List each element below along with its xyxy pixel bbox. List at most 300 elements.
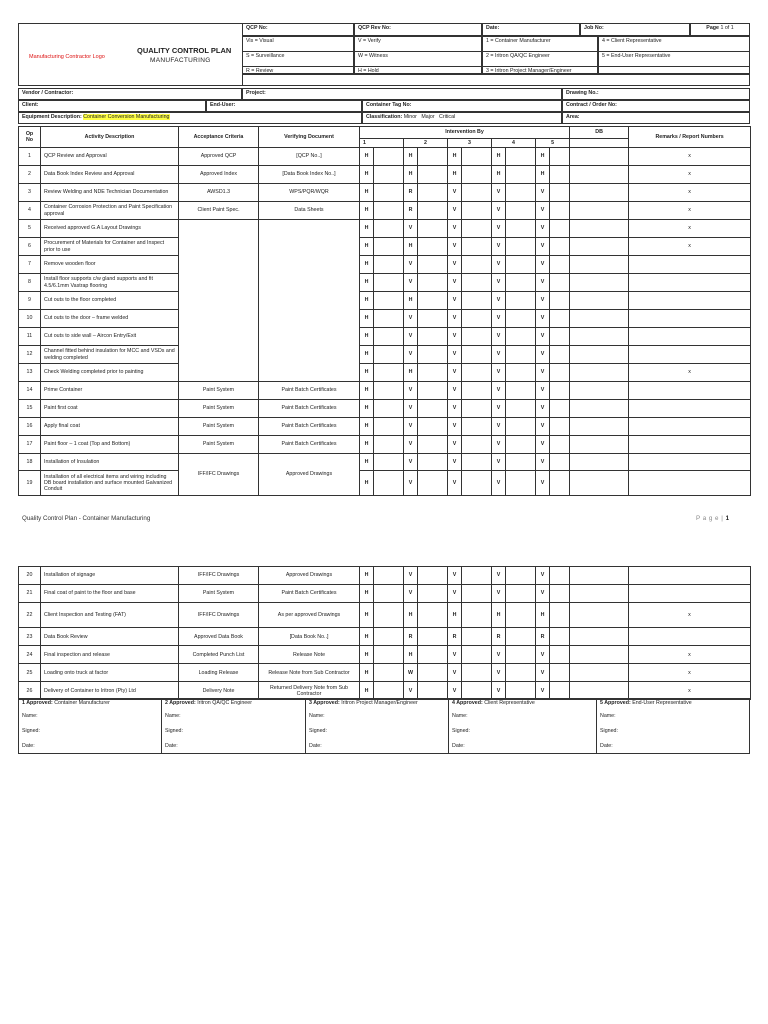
- intervention-2-cell: V: [404, 220, 418, 238]
- intervention-5-cell: V: [536, 567, 550, 585]
- intervention-5-cell: V: [536, 184, 550, 202]
- op-number-cell: 21: [19, 585, 41, 603]
- legend-line: Vis = Visual: [243, 37, 353, 52]
- activity-cell: Final coat of paint to the floor and base: [41, 585, 179, 603]
- intervention-spacer-cell: [374, 346, 404, 364]
- legend-line: 4 = Client Representative: [599, 37, 749, 52]
- verifying-doc-cell: [QCP No..]: [259, 148, 360, 166]
- intervention-5-cell: V: [536, 382, 550, 400]
- intervention-3-cell: H: [448, 603, 462, 628]
- intervention-spacer-cell: [462, 436, 492, 454]
- intervention-spacer-cell: [374, 628, 404, 646]
- intervention-spacer-cell: [418, 436, 448, 454]
- legend-line: R = Review: [246, 68, 274, 74]
- db-spacer-cell: [570, 646, 629, 664]
- intervention-5-cell: V: [536, 682, 550, 700]
- contract-order-label: Contract / Order No:: [562, 100, 750, 112]
- intervention-3-cell: V: [448, 184, 462, 202]
- intervention-spacer-cell: [550, 628, 570, 646]
- db-cell: [629, 436, 751, 454]
- db-spacer-cell: [570, 382, 629, 400]
- acceptance-cell: IFF/IFC Drawings: [179, 454, 259, 496]
- intervention-1-cell: H: [360, 274, 374, 292]
- intervention-spacer-cell: [462, 603, 492, 628]
- legend-line: W = Witness: [355, 52, 481, 67]
- approval-number: 2 Approved:: [165, 700, 196, 706]
- activity-cell: Channel fitted behind insulation for MCC and VSDs and welding completed: [41, 346, 179, 364]
- intervention-spacer-cell: [550, 454, 570, 471]
- db-cell: x: [629, 238, 751, 256]
- intervention-spacer-cell: [418, 454, 448, 471]
- activity-cell: Data Book Review: [41, 628, 179, 646]
- col-intervention-1: 1: [360, 139, 404, 148]
- approval-role: End-User Representative: [632, 700, 692, 706]
- intervention-spacer-cell: [550, 292, 570, 310]
- activity-cell: Installation of Insulation: [41, 454, 179, 471]
- footer-left: Quality Control Plan - Container Manufacturing: [22, 515, 151, 522]
- intervention-spacer-cell: [506, 220, 536, 238]
- table-row: [19, 148, 751, 166]
- approval-column: [161, 699, 305, 753]
- approval-column: [448, 699, 596, 753]
- intervention-4-cell: V: [492, 682, 506, 700]
- sign-date-field[interactable]: Date:: [600, 743, 613, 749]
- intervention-1-cell: H: [360, 682, 374, 700]
- intervention-4-cell: V: [492, 220, 506, 238]
- intervention-spacer-cell: [462, 646, 492, 664]
- table-row: [19, 274, 751, 292]
- table-header: [19, 127, 751, 148]
- legend-abbrev-2: [354, 36, 482, 74]
- activity-cell: Installation of all electrical items and wiring including DB board installation and surface mounted Galvanized Conduit: [41, 471, 179, 496]
- sign-name-field[interactable]: Name:: [600, 713, 616, 719]
- intervention-spacer-cell: [418, 346, 448, 364]
- approval-role: Iritron Project Manager/Engineer: [341, 700, 418, 706]
- db-spacer-cell: [570, 454, 629, 471]
- intervention-spacer-cell: [418, 664, 448, 682]
- db-spacer-cell: [570, 256, 629, 274]
- sign-date-field[interactable]: Date:: [452, 743, 465, 749]
- activity-cell: Loading onto truck at factor: [41, 664, 179, 682]
- db-spacer-cell: [570, 471, 629, 496]
- intervention-spacer-cell: [506, 646, 536, 664]
- intervention-1-cell: H: [360, 238, 374, 256]
- intervention-1-cell: H: [360, 664, 374, 682]
- intervention-2-cell: V: [404, 274, 418, 292]
- table-row: [19, 585, 751, 603]
- col-intervention: Intervention By: [360, 127, 570, 139]
- approval-role: Iritron QA/QC Engineer: [197, 700, 252, 706]
- col-intervention-3: 3: [448, 139, 492, 148]
- sign-name-field[interactable]: Name:: [309, 713, 325, 719]
- intervention-spacer-cell: [374, 310, 404, 328]
- table-row: [19, 471, 751, 496]
- intervention-spacer-cell: [462, 310, 492, 328]
- intervention-spacer-cell: [550, 567, 570, 585]
- intervention-spacer-cell: [550, 274, 570, 292]
- qcp-rev-label: QCP Rev No:: [354, 23, 482, 36]
- legend-line: 2 = Iritron QA/QC Engineer: [483, 52, 597, 67]
- intervention-spacer-cell: [374, 256, 404, 274]
- legend-line: H = Hold: [358, 68, 379, 74]
- intervention-1-cell: H: [360, 202, 374, 220]
- intervention-4-cell: V: [492, 382, 506, 400]
- intervention-spacer-cell: [374, 184, 404, 202]
- intervention-spacer-cell: [462, 238, 492, 256]
- intervention-3-cell: V: [448, 382, 462, 400]
- intervention-1-cell: H: [360, 328, 374, 346]
- intervention-spacer-cell: [462, 418, 492, 436]
- table-row: [19, 664, 751, 682]
- verifying-doc-cell: Data Sheets: [259, 202, 360, 220]
- intervention-2-cell: V: [404, 256, 418, 274]
- sign-signed-field[interactable]: Signed:: [452, 728, 470, 734]
- qcp-no-label: QCP No:: [242, 23, 354, 36]
- db-spacer-cell: [570, 148, 629, 166]
- intervention-3-cell: V: [448, 310, 462, 328]
- op-number-cell: 22: [19, 603, 41, 628]
- intervention-spacer-cell: [506, 382, 536, 400]
- intervention-1-cell: H: [360, 166, 374, 184]
- intervention-3-cell: V: [448, 274, 462, 292]
- intervention-spacer-cell: [418, 646, 448, 664]
- intervention-spacer-cell: [462, 256, 492, 274]
- intervention-spacer-cell: [374, 166, 404, 184]
- table-row: [19, 567, 751, 585]
- intervention-spacer-cell: [506, 274, 536, 292]
- intervention-spacer-cell: [506, 418, 536, 436]
- intervention-2-cell: H: [404, 364, 418, 382]
- intervention-spacer-cell: [374, 328, 404, 346]
- intervention-spacer-cell: [374, 238, 404, 256]
- intervention-5-cell: V: [536, 274, 550, 292]
- activity-cell: Cut outs to side wall – Aircon Entry/Exit: [41, 328, 179, 346]
- db-cell: x: [629, 603, 751, 628]
- db-cell: [629, 292, 751, 310]
- intervention-spacer-cell: [506, 664, 536, 682]
- intervention-4-cell: V: [492, 238, 506, 256]
- db-cell: [629, 328, 751, 346]
- db-spacer-cell: [570, 585, 629, 603]
- intervention-spacer-cell: [374, 436, 404, 454]
- acceptance-cell: Paint System: [179, 382, 259, 400]
- approval-column: [305, 699, 448, 753]
- intervention-2-cell: V: [404, 346, 418, 364]
- sign-name-field[interactable]: Name:: [165, 713, 181, 719]
- intervention-3-cell: V: [448, 364, 462, 382]
- intervention-3-cell: V: [448, 256, 462, 274]
- intervention-3-cell: R: [448, 628, 462, 646]
- intervention-5-cell: V: [536, 346, 550, 364]
- verifying-doc-cell: Paint Batch Certificates: [259, 436, 360, 454]
- intervention-spacer-cell: [418, 585, 448, 603]
- intervention-spacer-cell: [506, 346, 536, 364]
- intervention-4-cell: V: [492, 471, 506, 496]
- intervention-5-cell: H: [536, 166, 550, 184]
- activity-cell: Review Welding and NDE Technician Documentation: [41, 184, 179, 202]
- intervention-2-cell: H: [404, 603, 418, 628]
- page-number-cell: [690, 23, 750, 36]
- activity-cell: Client Inspection and Testing (FAT): [41, 603, 179, 628]
- intervention-spacer-cell: [374, 382, 404, 400]
- db-cell: [629, 310, 751, 328]
- intervention-3-cell: H: [448, 148, 462, 166]
- db-cell: [629, 256, 751, 274]
- intervention-3-cell: V: [448, 292, 462, 310]
- acceptance-cell: Loading Release: [179, 664, 259, 682]
- legend-line: V = Verify: [355, 37, 481, 52]
- approval-heading: [597, 699, 751, 709]
- header-blank-row: [242, 74, 750, 86]
- table-body-page1: [19, 148, 751, 496]
- db-spacer-cell: [570, 346, 629, 364]
- intervention-spacer-cell: [418, 382, 448, 400]
- op-number-cell: 13: [19, 364, 41, 382]
- intervention-spacer-cell: [462, 585, 492, 603]
- container-tag-label: Container Tag No:: [362, 100, 562, 112]
- approval-number: 4 Approved:: [452, 700, 483, 706]
- intervention-1-cell: H: [360, 418, 374, 436]
- db-cell: [629, 454, 751, 471]
- intervention-spacer-cell: [418, 364, 448, 382]
- intervention-spacer-cell: [418, 256, 448, 274]
- activity-cell: Paint floor – 1 coat (Top and Bottom): [41, 436, 179, 454]
- page-label: Page: [706, 25, 719, 31]
- intervention-3-cell: V: [448, 436, 462, 454]
- intervention-spacer-cell: [550, 400, 570, 418]
- sign-signed-field[interactable]: Signed:: [600, 728, 618, 734]
- intervention-spacer-cell: [550, 382, 570, 400]
- intervention-spacer-cell: [462, 220, 492, 238]
- intervention-1-cell: H: [360, 310, 374, 328]
- intervention-spacer-cell: [506, 238, 536, 256]
- intervention-spacer-cell: [462, 166, 492, 184]
- intervention-4-cell: V: [492, 202, 506, 220]
- op-number-cell: 8: [19, 274, 41, 292]
- db-cell: [629, 567, 751, 585]
- sign-signed-field[interactable]: Signed:: [165, 728, 183, 734]
- intervention-spacer-cell: [550, 328, 570, 346]
- sign-name-field[interactable]: Name:: [22, 713, 38, 719]
- db-spacer-cell: [570, 220, 629, 238]
- op-number-cell: 17: [19, 436, 41, 454]
- db-cell: x: [629, 682, 751, 700]
- activity-cell: Paint first coat: [41, 400, 179, 418]
- intervention-spacer-cell: [374, 603, 404, 628]
- intervention-spacer-cell: [506, 328, 536, 346]
- intervention-spacer-cell: [506, 436, 536, 454]
- db-cell: [629, 628, 751, 646]
- intervention-spacer-cell: [550, 585, 570, 603]
- footer-page: [696, 515, 730, 522]
- legend-line: 5 = End-User Representative: [599, 52, 749, 67]
- intervention-spacer-cell: [462, 202, 492, 220]
- approval-column: [596, 699, 751, 753]
- vendor-label: Vendor / Contractor:: [18, 88, 242, 100]
- activity-cell: Container Corrosion Protection and Paint Specification approval: [41, 202, 179, 220]
- intervention-spacer-cell: [550, 184, 570, 202]
- intervention-spacer-cell: [506, 603, 536, 628]
- intervention-spacer-cell: [374, 202, 404, 220]
- intervention-spacer-cell: [506, 471, 536, 496]
- col-remarks: Remarks / Report Numbers: [629, 127, 751, 148]
- intervention-spacer-cell: [462, 454, 492, 471]
- intervention-spacer-cell: [506, 585, 536, 603]
- intervention-spacer-cell: [462, 567, 492, 585]
- intervention-4-cell: V: [492, 454, 506, 471]
- intervention-3-cell: V: [448, 664, 462, 682]
- col-intervention-4: 4: [492, 139, 536, 148]
- intervention-2-cell: H: [404, 148, 418, 166]
- col-db-blank: [570, 139, 629, 148]
- activity-cell: Delivery of Container to Iritron (Pty) Ltd: [41, 682, 179, 700]
- intervention-4-cell: V: [492, 346, 506, 364]
- qcp-table-page1: [18, 126, 751, 496]
- intervention-spacer-cell: [374, 664, 404, 682]
- db-cell: x: [629, 148, 751, 166]
- intervention-spacer-cell: [374, 220, 404, 238]
- approval-heading: [19, 699, 161, 709]
- intervention-spacer-cell: [506, 454, 536, 471]
- activity-cell: Cut outs to the door – frame welded: [41, 310, 179, 328]
- db-spacer-cell: [570, 628, 629, 646]
- intervention-spacer-cell: [506, 628, 536, 646]
- acceptance-cell: Approved QCP: [179, 148, 259, 166]
- intervention-1-cell: H: [360, 471, 374, 496]
- sign-signed-field[interactable]: Signed:: [22, 728, 40, 734]
- intervention-2-cell: V: [404, 585, 418, 603]
- approval-number: 1 Approved:: [22, 700, 53, 706]
- intervention-1-cell: H: [360, 400, 374, 418]
- intervention-2-cell: V: [404, 567, 418, 585]
- legend-line: 1 = Container Manufacturer: [483, 37, 597, 52]
- db-cell: [629, 400, 751, 418]
- intervention-4-cell: V: [492, 436, 506, 454]
- intervention-3-cell: V: [448, 585, 462, 603]
- verifying-doc-cell: Release Note from Sub Contractor: [259, 664, 360, 682]
- intervention-1-cell: H: [360, 603, 374, 628]
- intervention-1-cell: H: [360, 646, 374, 664]
- intervention-5-cell: V: [536, 202, 550, 220]
- intervention-5-cell: V: [536, 585, 550, 603]
- intervention-4-cell: V: [492, 646, 506, 664]
- intervention-spacer-cell: [462, 664, 492, 682]
- intervention-1-cell: H: [360, 346, 374, 364]
- approval-heading: [449, 699, 596, 709]
- op-number-cell: 14: [19, 382, 41, 400]
- acceptance-cell: Paint System: [179, 585, 259, 603]
- intervention-5-cell: V: [536, 310, 550, 328]
- approval-heading: [306, 699, 448, 709]
- table-row: [19, 220, 751, 238]
- sign-date-field[interactable]: Date:: [22, 743, 35, 749]
- legend-parties-1: [482, 36, 598, 74]
- intervention-5-cell: V: [536, 238, 550, 256]
- intervention-spacer-cell: [462, 274, 492, 292]
- table-row: [19, 364, 751, 382]
- intervention-spacer-cell: [550, 418, 570, 436]
- op-number-cell: 6: [19, 238, 41, 256]
- intervention-spacer-cell: [374, 471, 404, 496]
- sign-date-field[interactable]: Date:: [309, 743, 322, 749]
- intervention-2-cell: V: [404, 328, 418, 346]
- end-user-label: End-User:: [206, 100, 362, 112]
- intervention-4-cell: V: [492, 256, 506, 274]
- op-number-cell: 16: [19, 418, 41, 436]
- classification: [362, 112, 562, 124]
- intervention-spacer-cell: [418, 220, 448, 238]
- project-label: Project:: [242, 88, 562, 100]
- intervention-spacer-cell: [506, 400, 536, 418]
- client-label: Client:: [18, 100, 206, 112]
- intervention-spacer-cell: [550, 148, 570, 166]
- intervention-spacer-cell: [506, 184, 536, 202]
- intervention-2-cell: R: [404, 628, 418, 646]
- verifying-doc-cell: Paint Batch Certificates: [259, 382, 360, 400]
- col-intervention-2: 2: [404, 139, 448, 148]
- intervention-spacer-cell: [550, 202, 570, 220]
- intervention-3-cell: H: [448, 166, 462, 184]
- intervention-spacer-cell: [462, 328, 492, 346]
- intervention-3-cell: V: [448, 682, 462, 700]
- intervention-2-cell: R: [404, 184, 418, 202]
- op-number-cell: 24: [19, 646, 41, 664]
- intervention-5-cell: V: [536, 646, 550, 664]
- verifying-doc-cell: [Data Book Index No..]: [259, 166, 360, 184]
- table-row: [19, 328, 751, 346]
- intervention-5-cell: V: [536, 292, 550, 310]
- intervention-2-cell: R: [404, 202, 418, 220]
- intervention-2-cell: W: [404, 664, 418, 682]
- intervention-spacer-cell: [462, 148, 492, 166]
- intervention-spacer-cell: [374, 454, 404, 471]
- sign-signed-field[interactable]: Signed:: [309, 728, 327, 734]
- approval-role: Container Manufacturer: [54, 700, 110, 706]
- intervention-spacer-cell: [550, 238, 570, 256]
- intervention-2-cell: H: [404, 646, 418, 664]
- db-spacer-cell: [570, 166, 629, 184]
- intervention-2-cell: H: [404, 238, 418, 256]
- intervention-5-cell: V: [536, 436, 550, 454]
- intervention-4-cell: V: [492, 364, 506, 382]
- db-spacer-cell: [570, 238, 629, 256]
- db-spacer-cell: [570, 310, 629, 328]
- acceptance-cell: Approved Data Book: [179, 628, 259, 646]
- intervention-1-cell: H: [360, 628, 374, 646]
- verifying-doc-cell: Release Note: [259, 646, 360, 664]
- op-number-cell: 15: [19, 400, 41, 418]
- intervention-4-cell: V: [492, 184, 506, 202]
- intervention-spacer-cell: [550, 220, 570, 238]
- intervention-spacer-cell: [506, 310, 536, 328]
- intervention-5-cell: V: [536, 418, 550, 436]
- sign-date-field[interactable]: Date:: [165, 743, 178, 749]
- approval-column: [19, 699, 161, 753]
- sign-name-field[interactable]: Name:: [452, 713, 468, 719]
- op-number-cell: 2: [19, 166, 41, 184]
- activity-cell: Remove wooden floor: [41, 256, 179, 274]
- intervention-spacer-cell: [550, 256, 570, 274]
- table-row: [19, 292, 751, 310]
- contractor-logo: Manufacturing Contractor Logo: [29, 54, 105, 60]
- intervention-spacer-cell: [418, 274, 448, 292]
- intervention-4-cell: H: [492, 148, 506, 166]
- intervention-1-cell: H: [360, 184, 374, 202]
- intervention-2-cell: H: [404, 292, 418, 310]
- op-number-cell: 5: [19, 220, 41, 238]
- approval-role: Client Representative: [484, 700, 535, 706]
- col-op-no: Op No: [19, 127, 41, 148]
